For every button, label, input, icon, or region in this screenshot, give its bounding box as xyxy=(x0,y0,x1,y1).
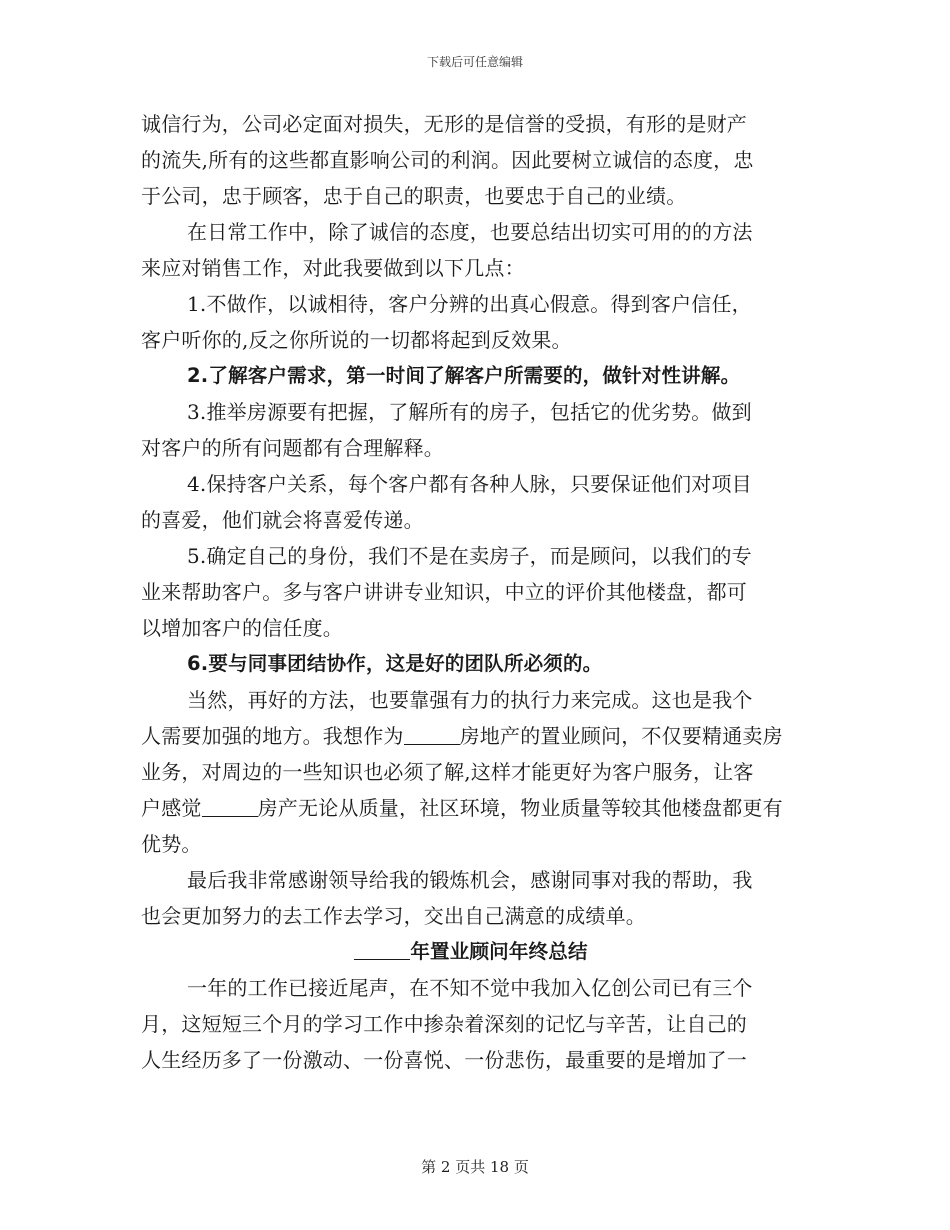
body-line: 来应对销售工作，对此我要做到以下几点： xyxy=(141,256,525,280)
section-title-text: 年置业顾问年终总结 xyxy=(410,940,588,963)
list-item-1: 1.不做作，以诚相待，客户分辨的出真心假意。得到客户信任， xyxy=(187,292,752,316)
body-line: 客户听你的,反之你所说的一切都将起到反效果。 xyxy=(141,328,572,352)
body-text: 房产无论从质量，社区环境，物业质量等较其他楼盘都更有 xyxy=(257,796,783,820)
blank-underline xyxy=(202,792,258,817)
body-line xyxy=(141,790,801,826)
body-line: 以增加客户的信任度。 xyxy=(141,616,343,640)
body-text: 房地产的置业顾问，不仅要精通卖房 xyxy=(459,724,783,748)
body-line: 在日常工作中，除了诚信的态度，也要总结出切实可用的的方法 xyxy=(187,220,753,244)
list-item-6: 6.要与同事团结协作，这是好的团队所必须的。 xyxy=(187,652,603,675)
blank-underline xyxy=(354,935,410,960)
body-line: 一年的工作已接近尾声，在不知不觉中我加入亿创公司已有三个 xyxy=(187,976,753,1000)
body-line: 诚信行为，公司必定面对损失，无形的是信誉的受损，有形的是财产 xyxy=(141,112,747,136)
body-line: 的喜爱，他们就会将喜爱传递。 xyxy=(141,508,424,532)
body-line: 月，这短短三个月的学习工作中掺杂着深刻的记忆与辛苦，让自己的 xyxy=(141,1012,747,1036)
body-line xyxy=(141,718,801,754)
body-line: 的流失,所有的这些都直影响公司的利润。因此要树立诚信的态度，忠 xyxy=(141,148,754,172)
body-line: 于公司，忠于顾客，忠于自己的职责，也要忠于自己的业绩。 xyxy=(141,184,687,208)
body-line: 业来帮助客户。多与客户讲讲专业知识，中立的评价其他楼盘，都可 xyxy=(141,580,747,604)
list-item-5: 5.确定自己的身份，我们不是在卖房子，而是顾问，以我们的专 xyxy=(187,544,752,568)
body-line: 优势。 xyxy=(141,832,202,856)
section-title xyxy=(141,934,801,970)
header-note: 下载后可任意编辑 xyxy=(426,55,523,69)
blank-underline xyxy=(404,720,460,745)
body-text: 户感觉 xyxy=(141,796,202,820)
page-number: 第 2 页共 18 页 xyxy=(421,1158,529,1176)
body-line: 当然，再好的方法，也要靠强有力的执行力来完成。这也是我个 xyxy=(187,688,753,712)
document-body xyxy=(141,106,801,1078)
body-line: 业务，对周边的一些知识也必须了解,这样才能更好为客户服务，让客 xyxy=(141,760,754,784)
body-line: 最后我非常感谢领导给我的锻炼机会，感谢同事对我的帮助，我 xyxy=(187,868,753,892)
body-line: 对客户的所有问题都有合理解释。 xyxy=(141,436,444,460)
list-item-4: 4.保持客户关系，每个客户都有各种人脉，只要保证他们对项目 xyxy=(187,472,752,496)
body-text: 人需要加强的地方。我想作为 xyxy=(141,724,404,748)
list-item-2: 2.了解客户需求，第一时间了解客户所需要的，做针对性讲解。 xyxy=(187,364,741,387)
body-line: 也会更加努力的去工作去学习，交出自己满意的成绩单。 xyxy=(141,904,646,928)
body-line: 人生经历多了一份激动、一份喜悦、一份悲伤，最重要的是增加了一 xyxy=(141,1048,747,1072)
list-item-3: 3.推举房源要有把握，了解所有的房子，包括它的优劣势。做到 xyxy=(187,400,752,424)
